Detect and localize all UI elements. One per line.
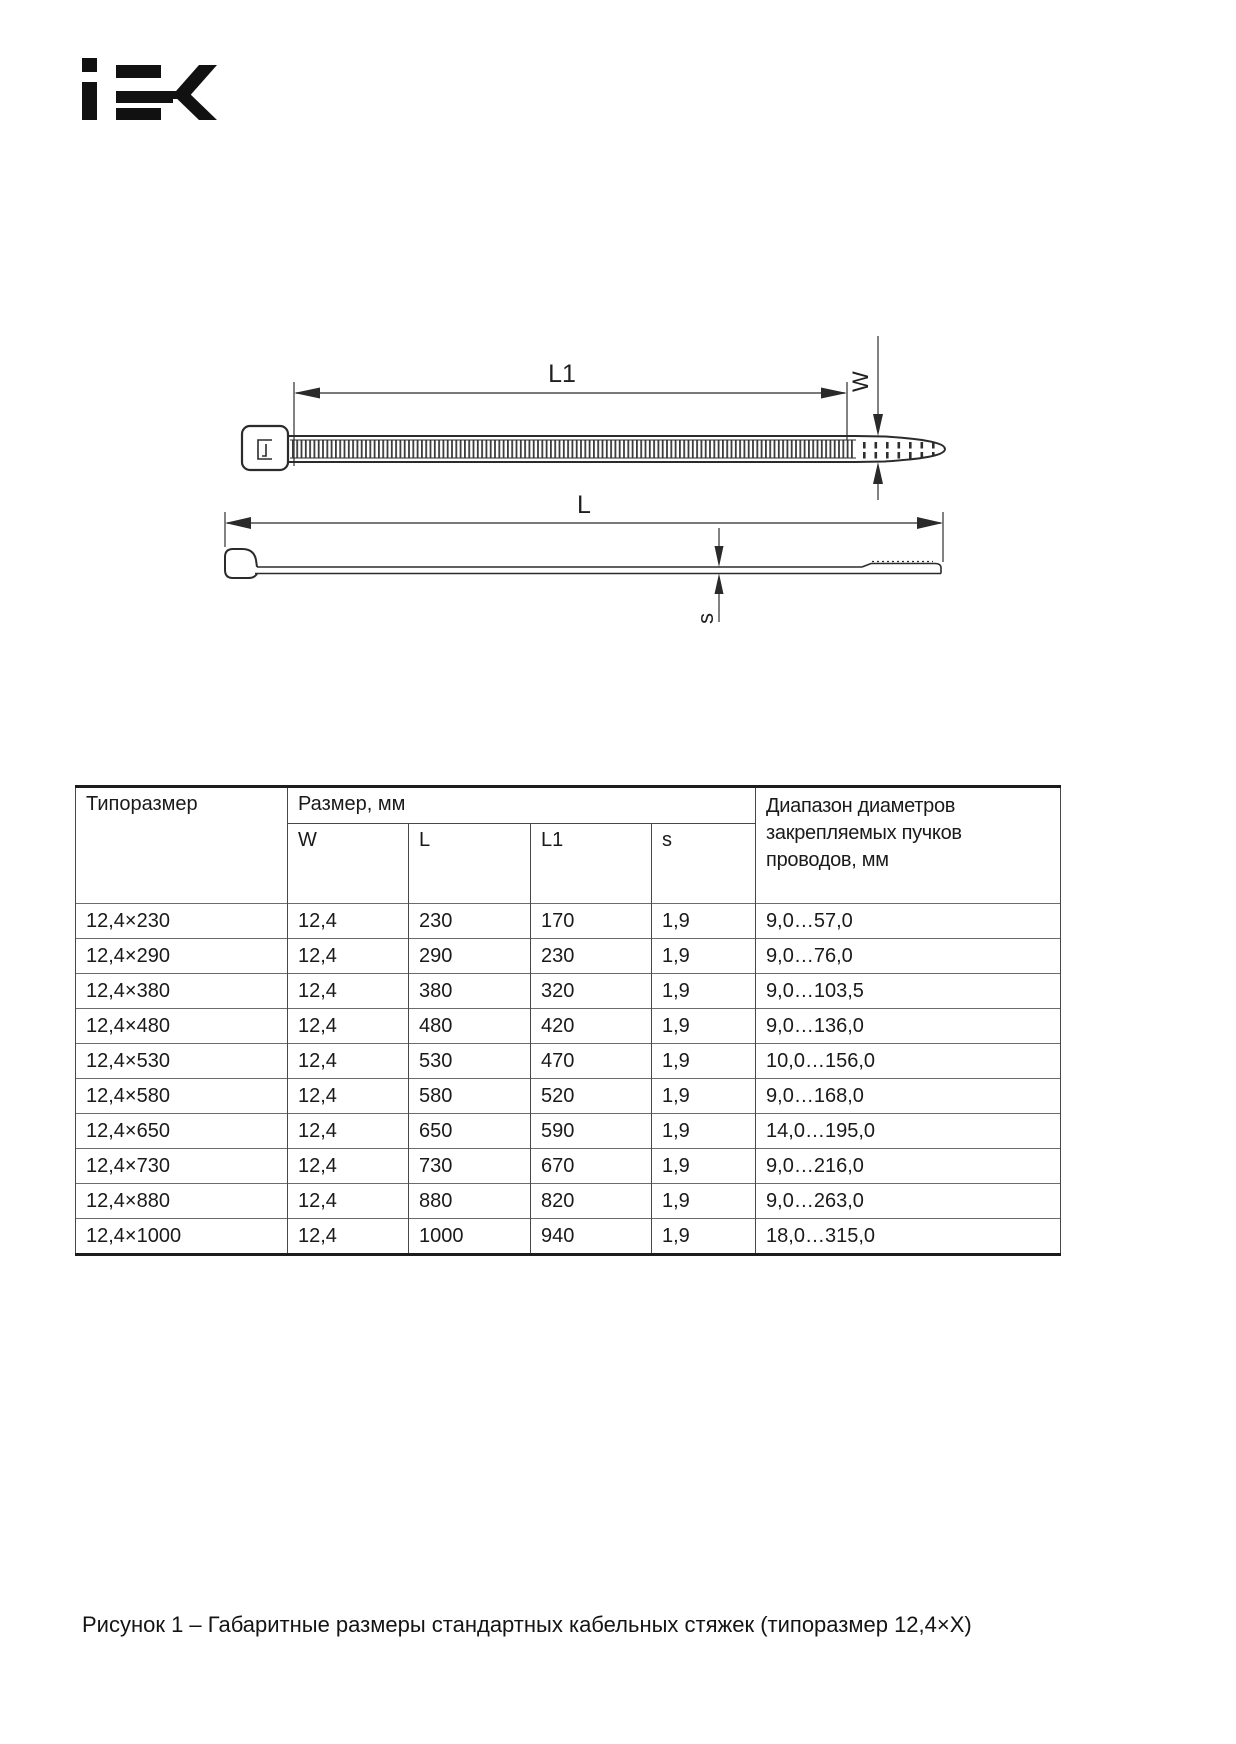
cell-typesize: 12,4×530: [76, 1044, 288, 1079]
strap-top-view: [288, 436, 857, 462]
side-view: [225, 491, 943, 624]
spec-table-wrap: [75, 785, 1061, 1256]
spec-table-body: [76, 904, 1061, 1255]
cell-l1: 420: [531, 1009, 652, 1044]
cell-typesize: 12,4×480: [76, 1009, 288, 1044]
cell-l: 880: [409, 1184, 531, 1219]
cell-l: 730: [409, 1149, 531, 1184]
cell-l: 530: [409, 1044, 531, 1079]
dimension-s: [715, 528, 724, 622]
strap-side-view: [225, 549, 941, 578]
cell-w: 12,4: [288, 1219, 409, 1255]
cell-s: 1,9: [652, 1009, 756, 1044]
cell-s: 1,9: [652, 1149, 756, 1184]
table-row: [76, 1114, 1061, 1149]
cell-w: 12,4: [288, 1009, 409, 1044]
cell-l1: 320: [531, 974, 652, 1009]
cell-w: 12,4: [288, 1184, 409, 1219]
table-row: [76, 1149, 1061, 1184]
cable-tie-drawing: [0, 0, 1236, 700]
header-diameter-range: Диапазон диаметров закрепляемых пучков проводов, мм: [756, 787, 1061, 904]
cell-l: 1000: [409, 1219, 531, 1255]
cell-l: 580: [409, 1079, 531, 1114]
cell-l: 290: [409, 939, 531, 974]
cell-w: 12,4: [288, 1044, 409, 1079]
cell-l1: 170: [531, 904, 652, 939]
cell-w: 12,4: [288, 974, 409, 1009]
cell-l1: 670: [531, 1149, 652, 1184]
cell-range: 18,0…315,0: [756, 1219, 1061, 1255]
spec-table: [75, 785, 1061, 1256]
cell-l1: 230: [531, 939, 652, 974]
table-row: [76, 1009, 1061, 1044]
cell-l: 230: [409, 904, 531, 939]
cell-range: 9,0…76,0: [756, 939, 1061, 974]
cell-s: 1,9: [652, 1114, 756, 1149]
cell-s: 1,9: [652, 974, 756, 1009]
table-row: [76, 974, 1061, 1009]
dim-label-l: L: [577, 491, 591, 519]
dim-label-w: W: [848, 371, 873, 392]
cell-range: 9,0…57,0: [756, 904, 1061, 939]
cell-l: 480: [409, 1009, 531, 1044]
cell-range: 9,0…168,0: [756, 1079, 1061, 1114]
cell-range: 9,0…103,5: [756, 974, 1061, 1009]
cell-range: 9,0…136,0: [756, 1009, 1061, 1044]
table-row: [76, 1184, 1061, 1219]
cell-typesize: 12,4×580: [76, 1079, 288, 1114]
figure-caption: Рисунок 1 – Габаритные размеры стандартных кабельных стяжек (типоразмер 12,4×X): [82, 1612, 972, 1637]
header-size-group: Размер, мм: [288, 787, 756, 824]
cell-s: 1,9: [652, 939, 756, 974]
cell-l1: 820: [531, 1184, 652, 1219]
cell-range: 14,0…195,0: [756, 1114, 1061, 1149]
header-s: s: [652, 824, 756, 904]
spec-table-header: [76, 787, 1061, 904]
dim-label-l1: L1: [548, 360, 576, 388]
dim-label-s: s: [693, 613, 718, 624]
cell-l1: 590: [531, 1114, 652, 1149]
cell-s: 1,9: [652, 1079, 756, 1114]
cell-s: 1,9: [652, 904, 756, 939]
cell-l1: 470: [531, 1044, 652, 1079]
cell-l1: 940: [531, 1219, 652, 1255]
cell-w: 12,4: [288, 1149, 409, 1184]
header-l: L: [409, 824, 531, 904]
table-row: [76, 904, 1061, 939]
cell-s: 1,9: [652, 1184, 756, 1219]
top-view: [242, 336, 945, 500]
table-row: [76, 1079, 1061, 1114]
table-row: [76, 1219, 1061, 1255]
cell-w: 12,4: [288, 1079, 409, 1114]
cell-range: 9,0…263,0: [756, 1184, 1061, 1219]
dimension-l: [225, 512, 943, 562]
cell-s: 1,9: [652, 1044, 756, 1079]
cell-typesize: 12,4×230: [76, 904, 288, 939]
cell-w: 12,4: [288, 1114, 409, 1149]
cell-typesize: 12,4×880: [76, 1184, 288, 1219]
header-l1: L1: [531, 824, 652, 904]
header-w: W: [288, 824, 409, 904]
cell-range: 9,0…216,0: [756, 1149, 1061, 1184]
cell-s: 1,9: [652, 1219, 756, 1255]
cell-w: 12,4: [288, 939, 409, 974]
cell-l: 380: [409, 974, 531, 1009]
cell-typesize: 12,4×290: [76, 939, 288, 974]
header-typesize: Типоразмер: [76, 787, 288, 904]
cell-l1: 520: [531, 1079, 652, 1114]
table-row: [76, 1044, 1061, 1079]
tie-head-top-view: [242, 426, 288, 470]
cell-typesize: 12,4×650: [76, 1114, 288, 1149]
cell-typesize: 12,4×1000: [76, 1219, 288, 1255]
cell-l: 650: [409, 1114, 531, 1149]
cell-typesize: 12,4×380: [76, 974, 288, 1009]
dimension-w: [873, 336, 883, 500]
cell-range: 10,0…156,0: [756, 1044, 1061, 1079]
table-row: [76, 939, 1061, 974]
cell-typesize: 12,4×730: [76, 1149, 288, 1184]
cell-w: 12,4: [288, 904, 409, 939]
strap-tip: [855, 436, 945, 462]
